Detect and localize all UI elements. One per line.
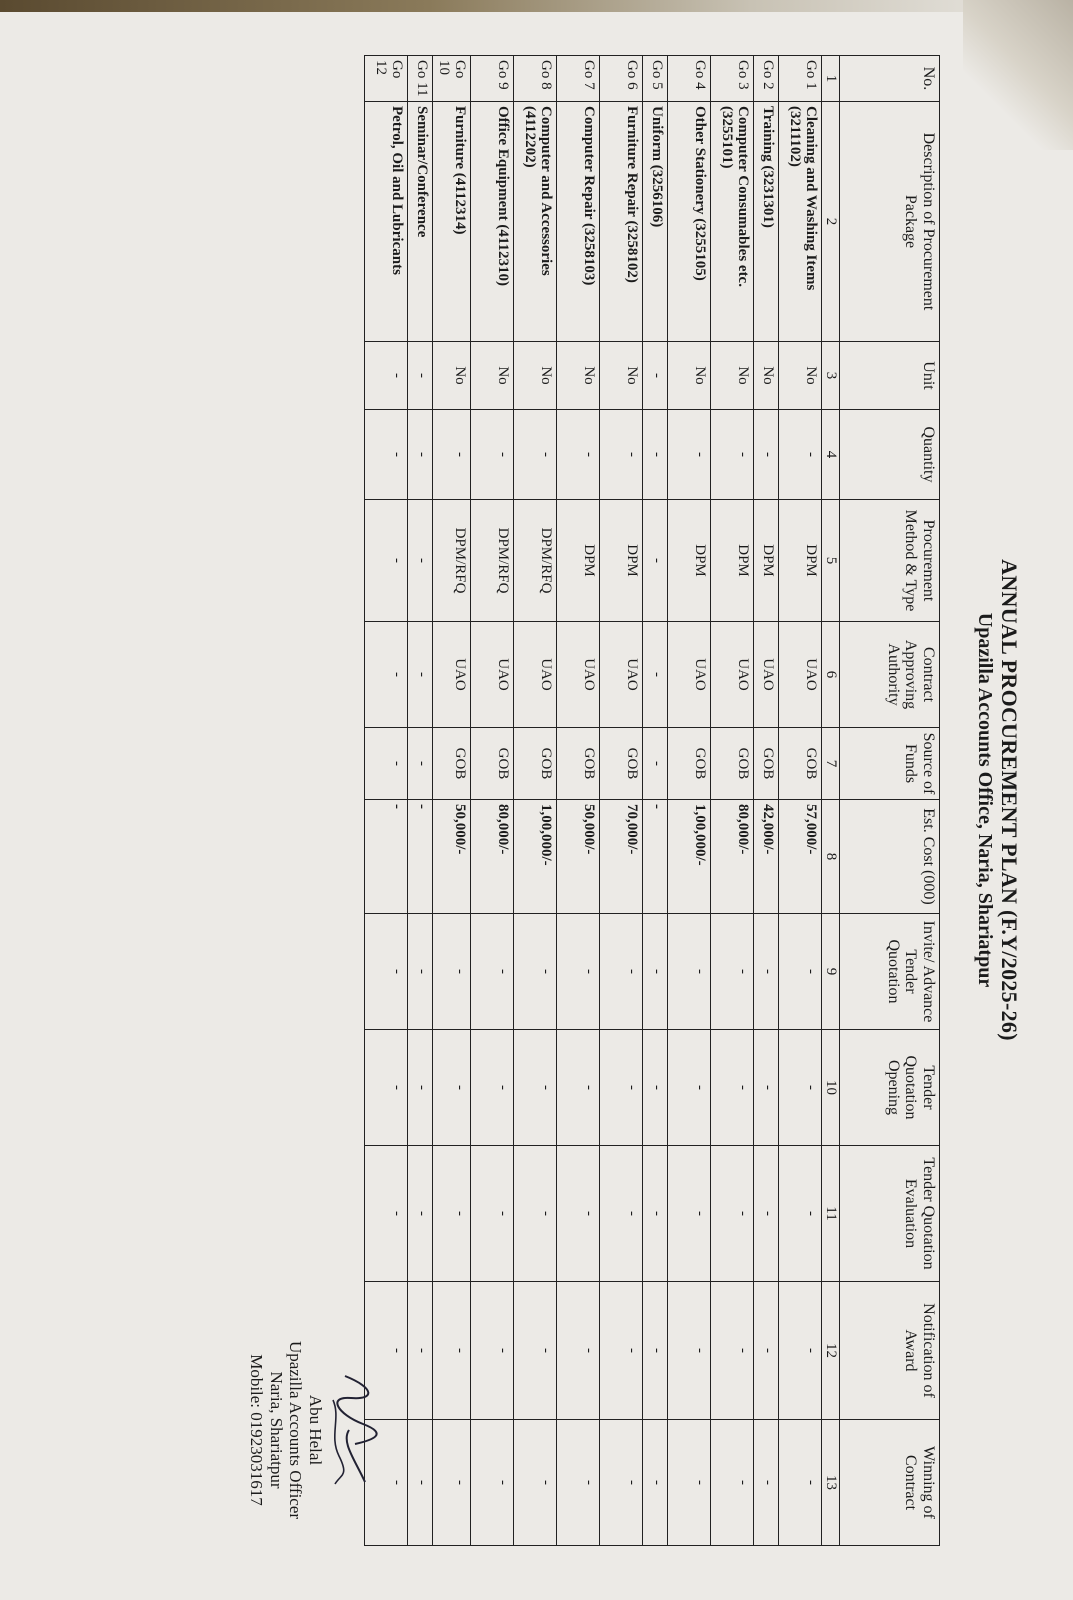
cell-source: GOB	[711, 728, 754, 800]
table-row	[600, 56, 643, 1546]
cell-no: Go 6	[600, 56, 643, 102]
cell-unit: No	[471, 342, 514, 410]
cell-award: -	[643, 1282, 668, 1420]
column-header: Contract Approving Authority	[840, 622, 940, 728]
cell-source: GOB	[433, 728, 471, 800]
cell-source: GOB	[779, 728, 822, 800]
column-number: 9	[822, 914, 840, 1030]
cell-award: -	[779, 1282, 822, 1420]
cell-winning: -	[557, 1420, 600, 1546]
cell-evaluation: -	[433, 1146, 471, 1282]
cell-cost: -	[365, 800, 408, 914]
cell-method: DPM	[668, 500, 711, 622]
cell-cost: 80,000/-	[471, 800, 514, 914]
signer-location: Naria, Shariatpur	[266, 1371, 286, 1489]
cell-no: Go 1	[779, 56, 822, 102]
cell-award: -	[600, 1282, 643, 1420]
cell-cost: 57,000/-	[779, 800, 822, 914]
cell-evaluation: -	[779, 1146, 822, 1282]
cell-no: Go 12	[365, 56, 408, 102]
cell-qty: -	[557, 410, 600, 500]
cell-opening: -	[557, 1030, 600, 1146]
cell-winning: -	[600, 1420, 643, 1546]
cell-authority: -	[643, 622, 668, 728]
column-number: 6	[822, 622, 840, 728]
cell-source: -	[643, 728, 668, 800]
cell-invite: -	[668, 914, 711, 1030]
cell-source: -	[408, 728, 433, 800]
document-subtitle: Upazilla Accounts Office, Naria, Shariatpur	[974, 612, 996, 988]
cell-desc: Office Equipment (4112310)	[471, 102, 514, 342]
column-number: 5	[822, 500, 840, 622]
cell-desc: Training (3231301)	[754, 102, 779, 342]
signature-block	[247, 1280, 385, 1580]
cell-source: GOB	[557, 728, 600, 800]
cell-opening: -	[433, 1030, 471, 1146]
cell-invite: -	[779, 914, 822, 1030]
cell-method: DPM/RFQ	[514, 500, 557, 622]
cell-qty: -	[779, 410, 822, 500]
column-header: Source of Funds	[840, 728, 940, 800]
signer-designation: Upazilla Accounts Officer	[286, 1340, 306, 1520]
cell-opening: -	[668, 1030, 711, 1146]
cell-evaluation: -	[668, 1146, 711, 1282]
table-row	[711, 56, 754, 1546]
cell-no: Go 8	[514, 56, 557, 102]
column-header: Quantity	[840, 410, 940, 500]
cell-evaluation: -	[365, 1146, 408, 1282]
column-header: Winning of Contract	[840, 1420, 940, 1546]
column-header: Tender Quotation Evaluation	[840, 1146, 940, 1282]
table-row	[433, 56, 471, 1546]
column-header: Notification of Award	[840, 1282, 940, 1420]
cell-desc: Computer Consumables etc. (3255101)	[711, 102, 754, 342]
table-row	[779, 56, 822, 1546]
cell-desc: Computer Repair (3258103)	[557, 102, 600, 342]
cell-opening: -	[408, 1030, 433, 1146]
cell-winning: -	[471, 1420, 514, 1546]
cell-no: Go 5	[643, 56, 668, 102]
cell-award: -	[754, 1282, 779, 1420]
cell-unit: No	[514, 342, 557, 410]
cell-method: DPM	[557, 500, 600, 622]
cell-no: Go 4	[668, 56, 711, 102]
cell-winning: -	[408, 1420, 433, 1546]
cell-desc: Furniture Repair (3258102)	[600, 102, 643, 342]
cell-opening: -	[514, 1030, 557, 1146]
cell-evaluation: -	[408, 1146, 433, 1282]
cell-invite: -	[471, 914, 514, 1030]
cell-unit: No	[779, 342, 822, 410]
cell-winning: -	[433, 1420, 471, 1546]
table-row	[643, 56, 668, 1546]
column-number: 3	[822, 342, 840, 410]
cell-qty: -	[514, 410, 557, 500]
cell-opening: -	[471, 1030, 514, 1146]
column-number: 2	[822, 102, 840, 342]
cell-opening: -	[365, 1030, 408, 1146]
cell-method: DPM	[711, 500, 754, 622]
cell-award: -	[365, 1282, 408, 1420]
cell-cost: 80,000/-	[711, 800, 754, 914]
cell-qty: -	[668, 410, 711, 500]
cell-unit: No	[754, 342, 779, 410]
column-header: Description of Procurement Package	[840, 102, 940, 342]
column-number: 10	[822, 1030, 840, 1146]
cell-unit: No	[433, 342, 471, 410]
table-row	[408, 56, 433, 1546]
column-header: Procurement Method & Type	[840, 500, 940, 622]
cell-winning: -	[643, 1420, 668, 1546]
cell-method: -	[365, 500, 408, 622]
cell-method: DPM	[754, 500, 779, 622]
cell-qty: -	[433, 410, 471, 500]
cell-method: -	[408, 500, 433, 622]
cell-invite: -	[557, 914, 600, 1030]
column-number: 11	[822, 1146, 840, 1282]
cell-qty: -	[365, 410, 408, 500]
cell-award: -	[408, 1282, 433, 1420]
cell-desc: Petrol, Oil and Lubricants	[365, 102, 408, 342]
cell-evaluation: -	[711, 1146, 754, 1282]
document-title: ANNUAL PROCUREMENT PLAN (F.Y/2025-26)	[997, 559, 1022, 1041]
cell-method: DPM/RFQ	[433, 500, 471, 622]
cell-evaluation: -	[557, 1146, 600, 1282]
cell-qty: -	[643, 410, 668, 500]
cell-unit: No	[711, 342, 754, 410]
table-row	[754, 56, 779, 1546]
cell-award: -	[557, 1282, 600, 1420]
column-number: 12	[822, 1282, 840, 1420]
column-header: Invite/ Advance Tender Quotation	[840, 914, 940, 1030]
cell-invite: -	[365, 914, 408, 1030]
cell-source: GOB	[600, 728, 643, 800]
cell-unit: -	[408, 342, 433, 410]
cell-no: Go 2	[754, 56, 779, 102]
cell-no: Go 9	[471, 56, 514, 102]
table-row	[668, 56, 711, 1546]
cell-authority: UAO	[433, 622, 471, 728]
table-row	[557, 56, 600, 1546]
cell-source: GOB	[754, 728, 779, 800]
handwritten-signature	[325, 1280, 385, 1580]
cell-invite: -	[711, 914, 754, 1030]
cell-evaluation: -	[754, 1146, 779, 1282]
column-header: No.	[840, 56, 940, 102]
cell-cost: 1,00,000/-	[514, 800, 557, 914]
cell-evaluation: -	[471, 1146, 514, 1282]
cell-cost: 70,000/-	[600, 800, 643, 914]
cell-evaluation: -	[643, 1146, 668, 1282]
signature-scribble-icon	[325, 1370, 385, 1490]
cell-method: DPM	[600, 500, 643, 622]
cell-evaluation: -	[600, 1146, 643, 1282]
column-number: 8	[822, 800, 840, 914]
cell-qty: -	[711, 410, 754, 500]
cell-unit: No	[557, 342, 600, 410]
cell-winning: -	[754, 1420, 779, 1546]
cell-opening: -	[754, 1030, 779, 1146]
cell-no: Go 3	[711, 56, 754, 102]
cell-winning: -	[668, 1420, 711, 1546]
cell-invite: -	[514, 914, 557, 1030]
column-header: Tender Quotation Opening	[840, 1030, 940, 1146]
column-header: Unit	[840, 342, 940, 410]
cell-desc: Seminar/Conference	[408, 102, 433, 342]
cell-cost: -	[408, 800, 433, 914]
cell-authority: UAO	[779, 622, 822, 728]
cell-award: -	[668, 1282, 711, 1420]
cell-award: -	[711, 1282, 754, 1420]
cell-opening: -	[643, 1030, 668, 1146]
column-number: 7	[822, 728, 840, 800]
cell-desc: Uniform (3256106)	[643, 102, 668, 342]
cell-award: -	[514, 1282, 557, 1420]
signer-mobile: Mobile: 01923031617	[247, 1354, 267, 1506]
signer-name: Abu Helal	[306, 1394, 325, 1466]
table-row	[514, 56, 557, 1546]
cell-invite: -	[643, 914, 668, 1030]
cell-unit: No	[668, 342, 711, 410]
cell-opening: -	[600, 1030, 643, 1146]
cell-desc: Computer and Accessories (4112202)	[514, 102, 557, 342]
cell-desc: Other Stationery (3255105)	[668, 102, 711, 342]
cell-authority: UAO	[471, 622, 514, 728]
cell-authority: UAO	[514, 622, 557, 728]
cell-source: GOB	[471, 728, 514, 800]
cell-method: DPM/RFQ	[471, 500, 514, 622]
column-number: 4	[822, 410, 840, 500]
cell-no: Go 7	[557, 56, 600, 102]
cell-evaluation: -	[514, 1146, 557, 1282]
cell-authority: UAO	[557, 622, 600, 728]
cell-qty: -	[754, 410, 779, 500]
cell-opening: -	[779, 1030, 822, 1146]
cell-method: -	[643, 500, 668, 622]
cell-opening: -	[711, 1030, 754, 1146]
cell-award: -	[471, 1282, 514, 1420]
column-header: Est. Cost (000)	[840, 800, 940, 914]
cell-source: -	[365, 728, 408, 800]
cell-source: GOB	[514, 728, 557, 800]
cell-cost: -	[643, 800, 668, 914]
cell-method: DPM	[779, 500, 822, 622]
cell-authority: UAO	[711, 622, 754, 728]
cell-qty: -	[600, 410, 643, 500]
cell-cost: 50,000/-	[433, 800, 471, 914]
cell-cost: 42,000/-	[754, 800, 779, 914]
cell-desc: Cleaning and Washing Items (3211102)	[779, 102, 822, 342]
cell-no: Go 11	[408, 56, 433, 102]
cell-winning: -	[365, 1420, 408, 1546]
column-number: 13	[822, 1420, 840, 1546]
cell-invite: -	[754, 914, 779, 1030]
cell-unit: -	[365, 342, 408, 410]
cell-authority: -	[365, 622, 408, 728]
cell-unit: No	[600, 342, 643, 410]
cell-qty: -	[408, 410, 433, 500]
cell-unit: -	[643, 342, 668, 410]
cell-cost: 1,00,000/-	[668, 800, 711, 914]
cell-invite: -	[600, 914, 643, 1030]
cell-authority: UAO	[754, 622, 779, 728]
cell-cost: 50,000/-	[557, 800, 600, 914]
cell-award: -	[433, 1282, 471, 1420]
cell-desc: Furniture (4112314)	[433, 102, 471, 342]
table-header-row	[840, 56, 940, 1546]
cell-no: Go 10	[433, 56, 471, 102]
cell-authority: -	[408, 622, 433, 728]
cell-winning: -	[514, 1420, 557, 1546]
cell-invite: -	[408, 914, 433, 1030]
column-number: 1	[822, 56, 840, 102]
document-sheet	[40, 10, 1040, 1590]
cell-source: GOB	[668, 728, 711, 800]
cell-invite: -	[433, 914, 471, 1030]
cell-qty: -	[471, 410, 514, 500]
table-row	[471, 56, 514, 1546]
cell-authority: UAO	[668, 622, 711, 728]
cell-winning: -	[779, 1420, 822, 1546]
cell-winning: -	[711, 1420, 754, 1546]
cell-authority: UAO	[600, 622, 643, 728]
procurement-plan-table	[365, 55, 941, 1546]
column-number-row	[822, 56, 840, 1546]
